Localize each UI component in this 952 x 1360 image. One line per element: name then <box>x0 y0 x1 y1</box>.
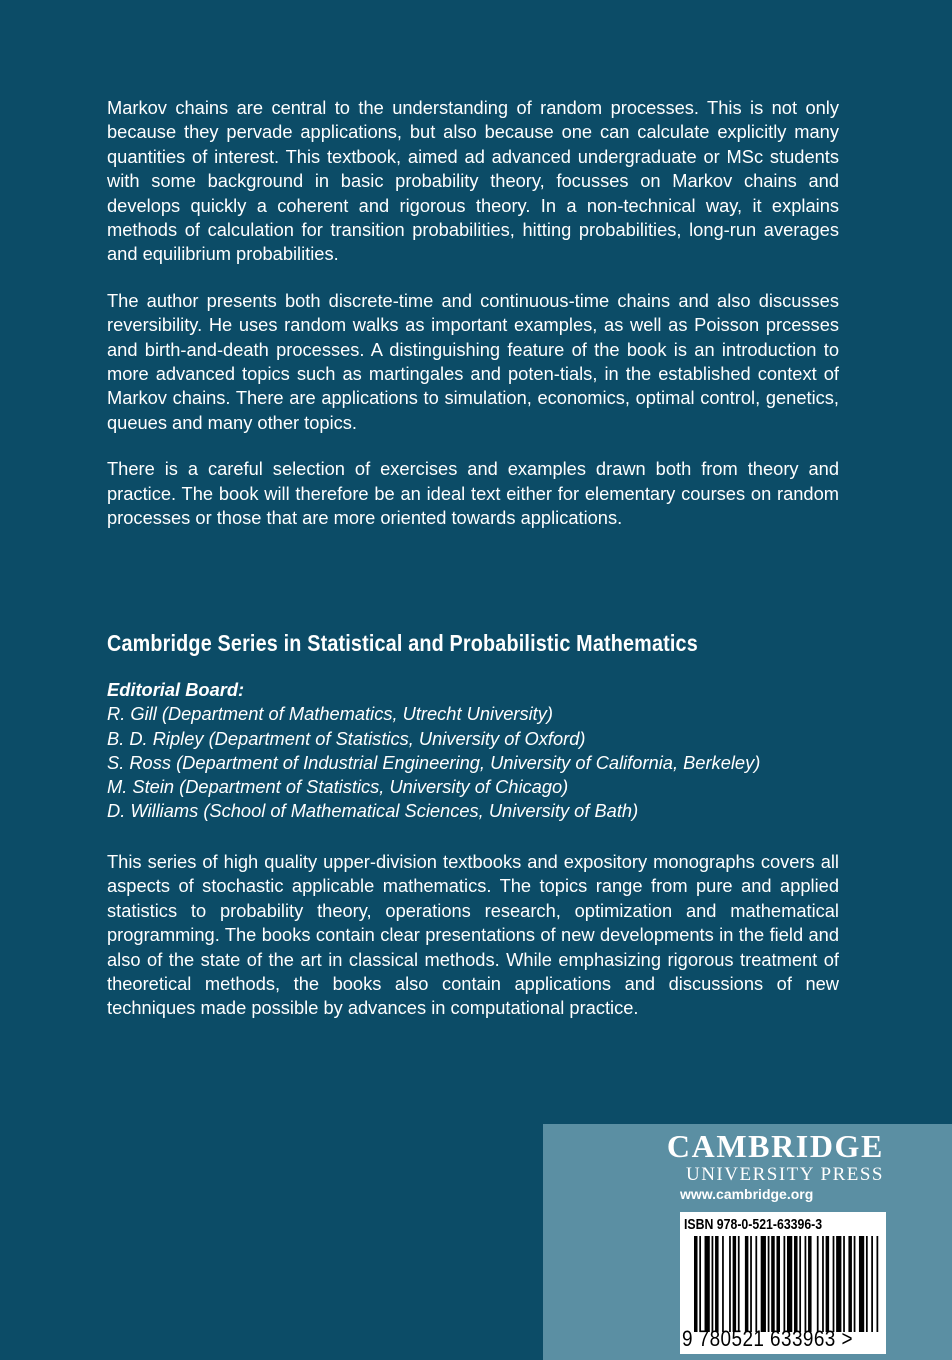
barcode-bar <box>761 1236 766 1332</box>
barcode-bar <box>733 1236 737 1332</box>
barcode-bar <box>866 1236 868 1332</box>
barcode-bar <box>738 1236 740 1332</box>
barcode-bar <box>787 1236 792 1332</box>
barcode-bar <box>755 1236 757 1332</box>
barcode-bar <box>699 1236 701 1332</box>
publisher-logo: CAMBRIDGE <box>666 1128 884 1164</box>
barcode-bar <box>694 1236 698 1332</box>
board-member: B. D. Ripley (Department of Statistics, University of Oxford) <box>107 727 586 749</box>
barcode-bar <box>805 1236 807 1332</box>
barcode-bar <box>822 1236 824 1332</box>
barcode-bar <box>843 1236 845 1332</box>
barcode-bar <box>826 1236 830 1332</box>
barcode-bar <box>715 1236 719 1332</box>
editorial-board-heading: Editorial Board: <box>107 679 245 700</box>
series-title: Cambridge Series in Statistical and Probabilistic Mathematics <box>107 630 698 656</box>
barcode-digits: 9 780521 633963 > <box>682 1326 853 1351</box>
barcode-bar <box>729 1236 731 1332</box>
blurb-paragraph-3: There is a careful selection of exercises and examples drawn both from theory and practice. The book will therefore be an ideal text either for elementary courses on random processes or those that are more oriented towards applications. <box>107 458 839 529</box>
barcode-bar <box>722 1236 724 1332</box>
publisher-panel <box>543 1124 952 1360</box>
board-member: D. Williams (School of Mathematical Sciences, University of Bath) <box>107 800 639 822</box>
barcode-bar <box>848 1236 852 1332</box>
barcode-bar <box>808 1236 812 1332</box>
barcode-bar <box>745 1236 749 1332</box>
barcode-bar <box>705 1236 710 1332</box>
book-blurb <box>107 96 839 553</box>
barcode-bar <box>871 1236 873 1332</box>
barcode-bar <box>771 1236 775 1332</box>
barcode-bar <box>783 1236 785 1332</box>
isbn-label: ISBN 978-0-521-63396-3 <box>684 1216 823 1233</box>
blurb-paragraph-1: Markov chains are central to the understanding of random processes. This is not only because they pervade applications, but also because one can calculate explicitly many quantities of interest. This textbook, aimed ad advanced undergraduate or MSc students with some background in basic probability theory, focusses on Markov chains and develops quickly a coherent and rigorous theory. In a non-technical way, it explains methods of calculation for transition probabilities, hitting probabilities, long-run averages and equilibrium probabilities. <box>107 97 839 265</box>
editorial-board <box>107 678 867 824</box>
series-description <box>107 850 839 1021</box>
barcode-bar <box>750 1236 752 1332</box>
barcode-bar <box>833 1236 835 1332</box>
barcode-bar <box>794 1236 798 1332</box>
board-member: M. Stein (Department of Statistics, University of Chicago) <box>107 776 569 798</box>
board-member: S. Ross (Department of Industrial Engineering, University of California, Berkeley) <box>107 751 761 773</box>
barcode-bar <box>836 1236 841 1332</box>
barcode <box>680 1212 886 1354</box>
barcode-bar <box>712 1236 714 1332</box>
barcode-bar <box>854 1236 856 1332</box>
series-description-text: This series of high quality upper-division textbooks and expository monographs covers all aspects of stochastic applicable mathematics. The topics range from pure and applied statistics to probability theory, operations research, optimization and mathematical programming. The books contain clear presentations of new developments in the field and also of the state of the art in classical methods. While emphasizing rigorous treatment of theoretical methods, the books also contain applications and discussions of new techniques made possible by advances in computational practice. <box>107 851 839 1019</box>
barcode-bar <box>768 1236 770 1332</box>
barcode-bar <box>776 1236 780 1332</box>
board-member: R. Gill (Department of Mathematics, Utrecht University) <box>107 703 553 725</box>
barcode-bar <box>799 1236 801 1332</box>
publisher-url[interactable]: www.cambridge.org <box>680 1186 814 1202</box>
barcode-bar <box>876 1236 878 1332</box>
barcode-bars <box>694 1236 880 1332</box>
publisher-subtitle: UNIVERSITY PRESS <box>685 1164 884 1185</box>
barcode-bar <box>817 1236 819 1332</box>
blurb-paragraph-2: The author presents both discrete-time and continuous-time chains and also discusses reversibility. He uses random walks as important examples, as well as Poisson prcesses and birth-and-death processes. A distinguishing feature of the book is an introduction to more advanced topics such as martingales and poten-tials, in the established context of Markov chains. There are applications to simulation, economics, optimal control, genetics, queues and many other topics. <box>107 289 839 433</box>
barcode-bar <box>859 1236 864 1332</box>
